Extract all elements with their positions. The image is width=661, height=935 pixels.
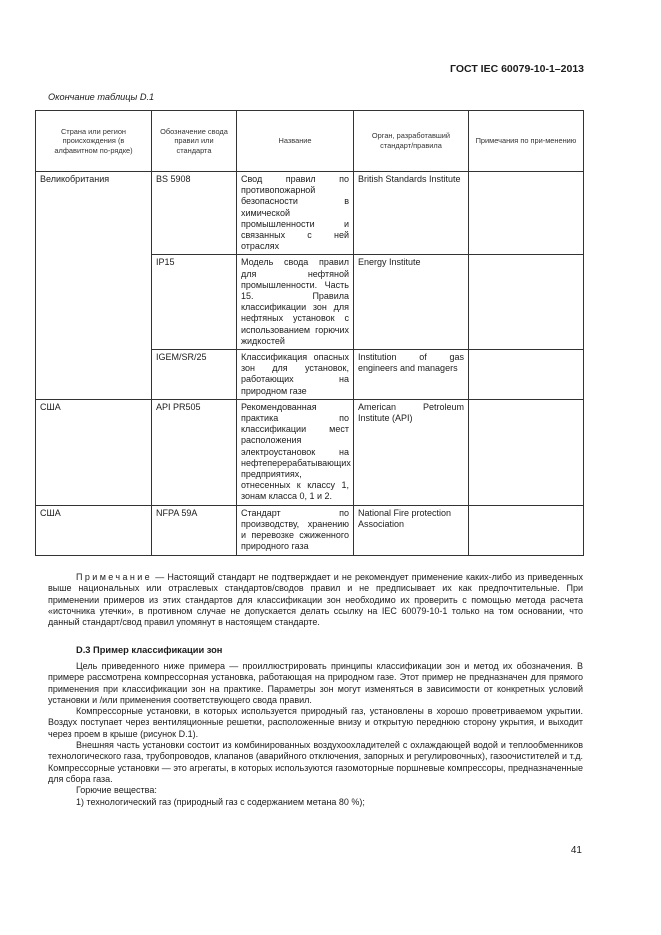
cell-code: IGEM/SR/25 <box>152 350 237 400</box>
cell-country: Великобритания <box>36 172 152 400</box>
header-notes: Примечания по при-менению <box>469 111 584 172</box>
table-row <box>36 505 584 555</box>
cell-code: IP15 <box>152 255 237 350</box>
cell-notes <box>469 399 584 505</box>
note-label: Примечание <box>76 572 153 582</box>
cell-notes <box>469 172 584 255</box>
cell-org: Energy Institute <box>354 255 469 350</box>
cell-notes <box>469 505 584 555</box>
cell-code: API PR505 <box>152 399 237 505</box>
note-text: — Настоящий стандарт не подтверждает и не рекомендует применение каких-либо из приведенных выше национальных или отраслевых стандартов/сводов правил и не предписывает их как предпочтительные. При применении примеров из этих стандартов для классификации зон необходимо их проверить с помощью метода расчета «источника утечки», в противном случае не допускается делать ссылку на IEC 60079-10-1 только на том основании, что данный стандарт/свод правил упомянут в настоящем стандарте. <box>48 572 583 628</box>
cell-code: NFPA 59A <box>152 505 237 555</box>
table-caption: Окончание таблицы D.1 <box>48 92 155 102</box>
note-paragraph <box>48 572 583 628</box>
cell-org: British Standards Institute <box>354 172 469 255</box>
page-number: 41 <box>570 845 582 856</box>
paragraph: Горючие вещества: <box>76 785 157 796</box>
section-body <box>48 661 583 808</box>
header-org: Орган, разработавший стандарт/правила <box>354 111 469 172</box>
table-row <box>36 172 584 255</box>
cell-title: Рекомендованная практика по классификации мест расположения электроустановок на нефтеперерабатывающих предприятиях, отнесенных к классу 1, зонам класса 0, 1 и 2. <box>237 399 354 505</box>
header-country: Страна или регион происхождения (в алфавитном по-рядке) <box>36 111 152 172</box>
cell-org: National Fire protection Association <box>354 505 469 555</box>
header-code: Обозначение свода правил или стандарта <box>152 111 237 172</box>
cell-notes <box>469 350 584 400</box>
cell-country: США <box>36 399 152 505</box>
standard-designation: ГОСТ IEC 60079-10-1–2013 <box>450 63 584 75</box>
cell-title: Модель свода правил для нефтяной промышленности. Часть 15. Правила классификации зон для нефтяных установок с использованием горючих жидкостей <box>237 255 354 350</box>
standards-table <box>35 110 584 556</box>
table-header-row <box>36 111 584 172</box>
cell-title: Стандарт по производству, хранению и перевозке сжиженного природного газа <box>237 505 354 555</box>
header-title: Название <box>237 111 354 172</box>
cell-title: Классификация опасных зон для установок, работающих на природном газе <box>237 350 354 400</box>
cell-org: Institution of gas engineers and managers <box>354 350 469 400</box>
paragraph: Цель приведенного ниже примера — проиллюстрировать принципы классификации зон и метод их обозначения. В примере рассмотрена компрессорная установка, работающая на природном газе. Этот пример не предназначен для прямого применения при классификации зон на практике. Параметры зон могут изменяться в зависимости от конкретных условий установки и /или применения соответствующего свода правил. <box>48 661 583 705</box>
section-heading: D.3 Пример классификации зон <box>76 645 223 655</box>
paragraph: Внешняя часть установки состоит из комбинированных воздухоохладителей с охлаждающей водой и теплообменников технологического газа, трубопроводов, клапанов (аварийного отключения, запорных и регулировочных), газоочистителей и т.д. Компрессорные установки — это агрегаты, в которых используются газомоторные поршневые компрессоры, предназначенные для сбора газа. <box>48 740 583 784</box>
table-note <box>48 572 583 628</box>
cell-org: American Petroleum Institute (API) <box>354 399 469 505</box>
paragraph: 1) технологический газ (природный газ с содержанием метана 80 %); <box>76 796 365 807</box>
paragraph: Компрессорные установки, в которых используется природный газ, установлены в хорошо проветриваемом укрытии. Воздух поступает через вентиляционные решетки, расположенные внизу и открытую переднюю сторону укрытия, и выходит через проем в крыше (рисунок D.1). <box>48 706 583 739</box>
table-row <box>36 399 584 505</box>
cell-notes <box>469 255 584 350</box>
cell-code: BS 5908 <box>152 172 237 255</box>
cell-title: Свод правил по противопожарной безопасности в химической промышленности и связанных с ней отраслях <box>237 172 354 255</box>
cell-country: США <box>36 505 152 555</box>
